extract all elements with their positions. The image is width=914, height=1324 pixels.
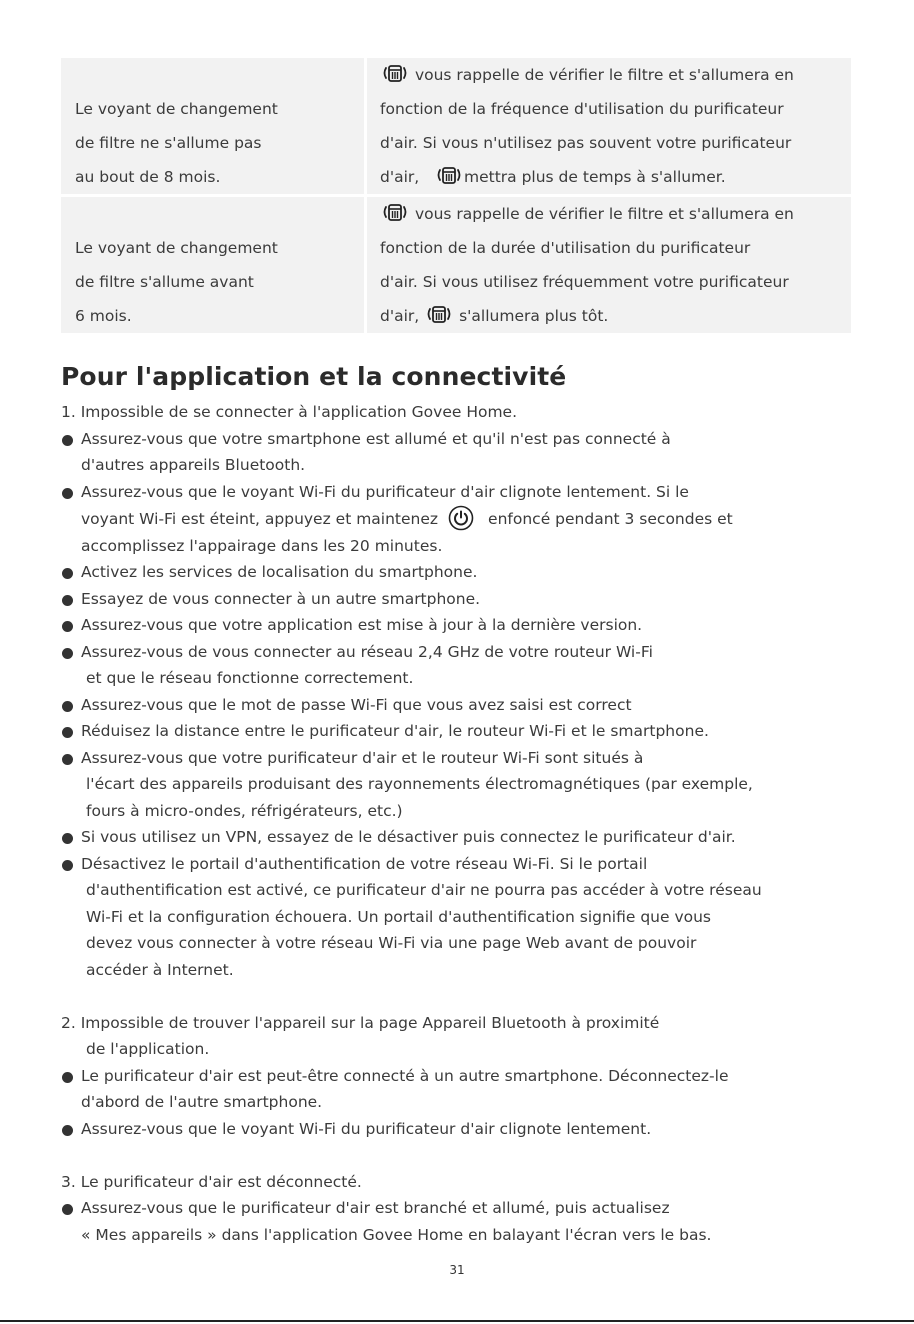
problem-cell <box>61 58 366 196</box>
problem-line: Le voyant de changement <box>75 100 278 118</box>
subsection-heading: 1. Impossible de se connecter à l'application Govee Home. <box>61 403 518 421</box>
list-item: Assurez-vous que votre smartphone est allumé et qu'il n'est pas connecté à d'autres appareils Bluetooth. <box>61 426 861 479</box>
solution-text: d'air. Si vous n'utilisez pas souvent votre purificateur <box>380 134 792 152</box>
list-item: Essayez de vous connecter à un autre smartphone. <box>61 586 861 613</box>
troubleshooting-table <box>61 58 851 333</box>
solution-text: d'air. Si vous utilisez fréquemment votre purificateur <box>380 273 789 291</box>
filter-indicator-icon <box>424 303 454 325</box>
solution-text: vous rappelle de vérifier le filtre et s'allumera en <box>414 205 794 223</box>
list-item: Assurez-vous que votre application est mise à jour à la dernière version. <box>61 612 861 639</box>
solution-text: fonction de la fréquence d'utilisation du purificateur <box>380 100 784 118</box>
problem-line: Le voyant de changement <box>75 239 278 257</box>
list-item: Assurez-vous que le voyant Wi-Fi du purificateur d'air clignote lentement. Si le voyant Wi-Fi est éteint, appuyez et maintenez enfoncé pendant 3 secondes et accomplissez l'appairage dans les 20 minutes. <box>61 479 861 560</box>
problem-line: au bout de 8 mois. <box>75 168 221 186</box>
list-item: Assurez-vous de vous connecter au réseau 2,4 GHz de votre routeur Wi-Fi et que le réseau fonctionne correctement. <box>61 639 861 692</box>
filter-indicator-icon <box>380 201 410 223</box>
subsection-heading: 3. Le purificateur d'air est déconnecté. <box>61 1172 362 1191</box>
bottom-rule <box>0 1320 914 1322</box>
table-row <box>61 58 851 196</box>
list-item: Activez les services de localisation du smartphone. <box>61 559 861 586</box>
table-row <box>61 196 851 334</box>
solution-cell <box>366 58 852 196</box>
list-item: Assurez-vous que votre purificateur d'air et le routeur Wi-Fi sont situés à l'écart des appareils produisant des rayonnements électromagnétiques (par exemple, fours à micro-ondes, réfrigérateurs, etc.) <box>61 745 861 825</box>
section-body <box>61 399 861 1248</box>
problem-line: 6 mois. <box>75 307 132 325</box>
solution-cell <box>366 196 852 334</box>
list-item: Si vous utilisez un VPN, essayez de le désactiver puis connectez le purificateur d'air. <box>61 824 861 851</box>
subsection-heading: 2. Impossible de trouver l'appareil sur la page Appareil Bluetooth à proximité <box>61 1013 660 1032</box>
problem-line: de filtre s'allume avant <box>75 273 254 291</box>
list-item: Assurez-vous que le mot de passe Wi-Fi que vous avez saisi est correct <box>61 692 861 719</box>
problem-cell <box>61 196 366 334</box>
solution-text: vous rappelle de vérifier le filtre et s'allumera en <box>414 66 794 84</box>
section-title: Pour l'application et la connectivité <box>61 362 567 391</box>
solution-text: mettra plus de temps à s'allumer. <box>464 168 726 186</box>
solution-text: d'air, <box>380 168 420 186</box>
filter-indicator-icon <box>434 164 464 186</box>
solution-text: d'air, <box>380 307 420 325</box>
list-item: Désactivez le portail d'authentification de votre réseau Wi-Fi. Si le portail d'authentification est activé, ce purificateur d'air ne pourra pas accéder à votre réseau Wi-Fi et la configuration échouera. Un portail d'authentification signifie que vous devez vous connecter à votre réseau Wi-Fi via une page Web avant de pouvoir accéder à Internet. <box>61 851 861 984</box>
subsection-heading: de l'application. <box>86 1040 210 1058</box>
solution-text: fonction de la durée d'utilisation du purificateur <box>380 239 751 257</box>
power-button-icon <box>448 505 474 531</box>
problem-line: de filtre ne s'allume pas <box>75 134 262 152</box>
solution-text: s'allumera plus tôt. <box>459 307 609 325</box>
page-number: 31 <box>449 1263 465 1277</box>
list-item: Assurez-vous que le voyant Wi-Fi du purificateur d'air clignote lentement. <box>61 1116 861 1143</box>
list-item: Le purificateur d'air est peut-être connecté à un autre smartphone. Déconnectez-le d'abord de l'autre smartphone. <box>61 1063 861 1116</box>
list-item: Assurez-vous que le purificateur d'air est branché et allumé, puis actualisez « Mes appareils » dans l'application Govee Home en balayant l'écran vers le bas. <box>61 1195 861 1248</box>
list-item: Réduisez la distance entre le purificateur d'air, le routeur Wi-Fi et le smartphone. <box>61 718 861 745</box>
filter-indicator-icon <box>380 62 410 84</box>
